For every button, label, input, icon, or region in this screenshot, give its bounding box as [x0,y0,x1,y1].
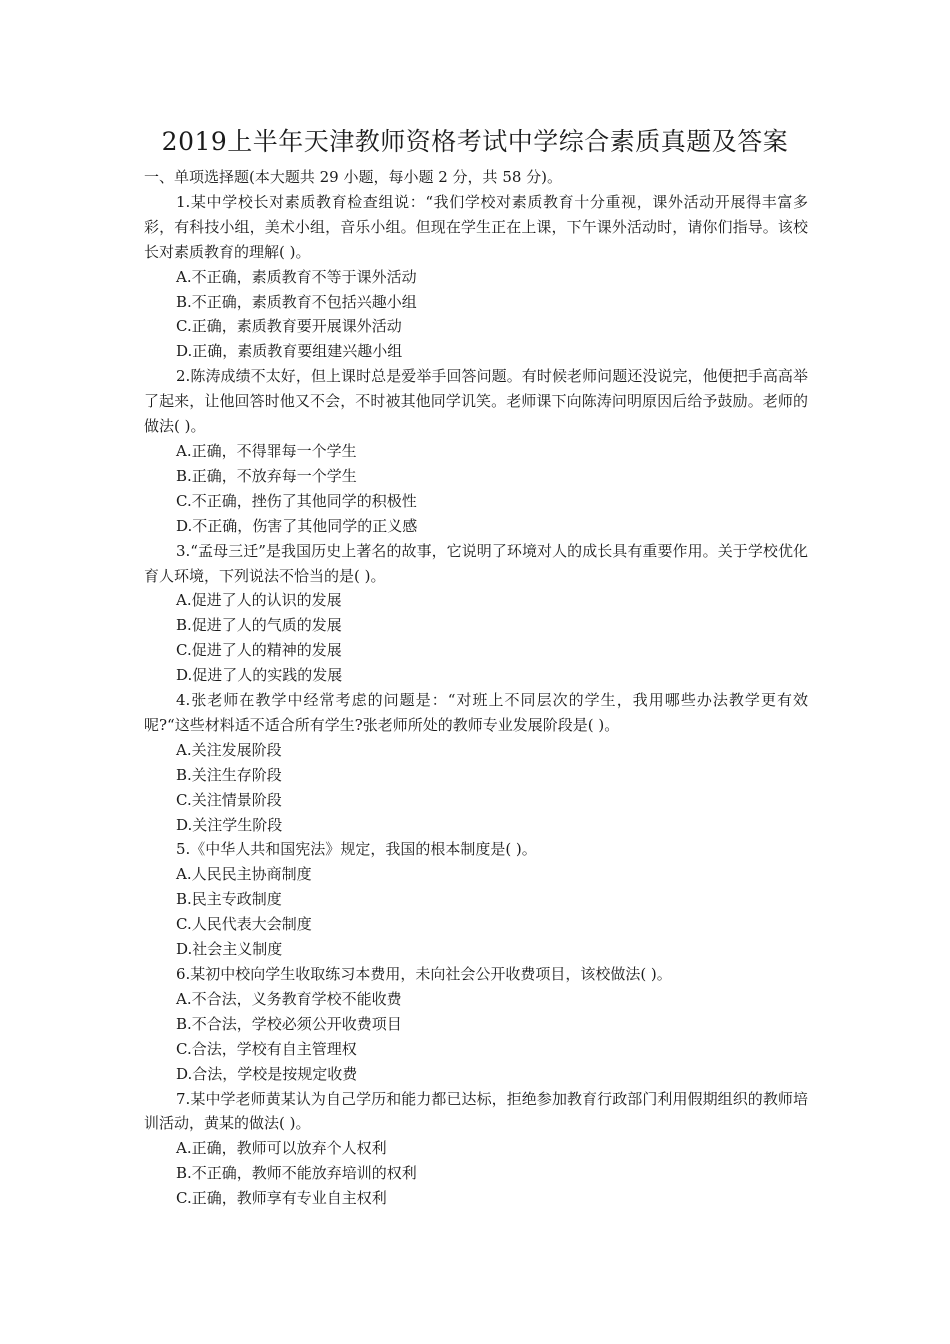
answer-option: C.促进了人的精神的发展 [176,641,342,660]
answer-option: C.合法，学校有自主管理权 [176,1039,357,1058]
question-stem: 5.《中华人共和国宪法》规定，我国的根本制度是( )。 [176,840,537,859]
answer-option: D.正确，素质教育要组建兴趣小组 [176,342,403,361]
answer-option: B.不正确，素质教育不包括兴趣小组 [176,292,417,311]
answer-option: A.正确，教师可以放弃个人权利 [176,1139,387,1158]
question-stem: 7.某中学老师黄某认为自己学历和能力都已达标，拒绝参加教育行政部门利用假期组织的教师培训活动，黄某的做法( )。 [144,1089,808,1133]
answer-option: B.不正确，教师不能放弃培训的权利 [176,1164,417,1183]
question-item [144,962,808,1087]
question-stem: 1.某中学校长对素质教育检查组说：“我们学校对素质教育十分重视，课外活动开展得丰富多彩，有科技小组，美术小组，音乐小组。但现在学生正在上课，下午课外活动时，请你们指导。该校长对素质教育的理解( )。 [144,192,808,261]
document-title: 2019上半年天津教师资格考试中学综合素质真题及答案 [161,127,789,156]
document-body [144,165,808,1211]
question-list [144,190,808,1211]
question-item [144,190,808,364]
question-stem: 3.“孟母三迁”是我国历史上著名的故事，它说明了环境对人的成长具有重要作用。关于学校优化育人环境，下列说法不恰当的是( )。 [144,541,808,585]
question-stem: 2.陈涛成绩不太好，但上课时总是爱举手回答问题。有时候老师问题还没说完，他便把手高高举了起来，让他回答时他又不会，不时被其他同学讥笑。老师课下向陈涛问明原因后给予鼓励。老师的做法( )。 [144,367,808,436]
answer-option: D.社会主义制度 [176,940,283,959]
question-item [144,837,808,962]
answer-option: B.正确，不放弃每一个学生 [176,466,357,485]
answer-option: B.民主专政制度 [176,890,282,909]
question-stem: 6.某初中校向学生收取练习本费用，未向社会公开收费项目，该校做法( )。 [176,965,672,983]
answer-option: D.不正确，伤害了其他同学的正义感 [176,516,418,535]
answer-option: A.关注发展阶段 [176,740,282,759]
answer-option: A.不正确，素质教育不等于课外活动 [176,267,417,286]
answer-option: B.关注生存阶段 [176,765,282,784]
question-stem: 4.张老师在教学中经常考虑的问题是：“对班上不同层次的学生，我用哪些办法教学更有效呢?“这些材料适不适合所有学生?张老师所处的教师专业发展阶段是( )。 [144,691,808,734]
answer-option: D.关注学生阶段 [176,815,283,834]
answer-option: C.正确，教师享有专业自主权利 [176,1189,387,1208]
answer-option: A.不合法，义务教育学校不能收费 [176,989,402,1008]
answer-option: C.关注情景阶段 [176,790,282,809]
section-heading: 一、单项选择题(本大题共 29 小题，每小题 2 分，共 58 分)。 [144,168,563,186]
answer-option: B.促进了人的气质的发展 [176,616,342,635]
answer-option: B.不合法，学校必须公开收费项目 [176,1014,402,1033]
answer-option: A.促进了人的认识的发展 [176,591,342,610]
answer-option: C.人民代表大会制度 [176,915,312,934]
answer-option: D.合法，学校是按规定收费 [176,1064,358,1083]
answer-option: C.正确，素质教育要开展课外活动 [176,317,402,336]
question-item [144,1087,808,1212]
question-item [144,364,808,538]
answer-option: C.不正确，挫伤了其他同学的积极性 [176,491,417,510]
answer-option: D.促进了人的实践的发展 [176,666,343,685]
answer-option: A.人民民主协商制度 [176,865,312,884]
question-item [144,688,808,837]
question-item [144,539,808,688]
answer-option: A.正确，不得罪每一个学生 [176,441,357,460]
